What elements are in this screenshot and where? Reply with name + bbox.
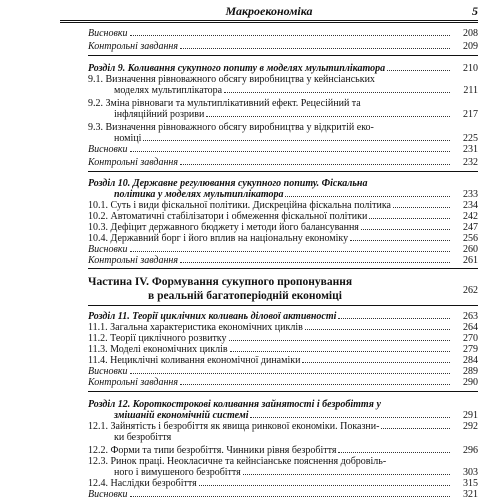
toc-entry-label: 11.1. Загальна характеристика економічних циклів [88,322,303,333]
toc-entry-conclusions[interactable] [88,144,478,155]
toc-entry-page: 210 [463,63,478,74]
section-divider [88,391,478,392]
toc-part-4-page: 262 [463,285,478,296]
toc-entry-11-4[interactable] [88,355,478,366]
toc-entry-page: 260 [463,244,478,255]
leader-dots [180,48,450,49]
leader-dots [305,329,450,330]
toc-entry-label: 11.4. Нециклічні коливання економічної динаміки [88,355,301,366]
toc-entry-11-1[interactable] [88,322,478,333]
header-page-number: 5 [472,4,478,18]
leader-dots [393,207,450,208]
toc-entry-page: 303 [463,467,478,478]
leader-dots [180,384,450,385]
leader-dots [143,140,450,141]
toc-entry-label: 10.4. Державний борг і його вплив на національну економіку [88,233,349,244]
leader-dots [361,229,450,230]
running-header [60,4,478,23]
toc-entry-label: 11.3. Моделі економічних циклів [88,344,228,355]
toc-entry-10-4[interactable] [88,233,478,244]
toc-chapter-12-line1[interactable]: Розділ 12. Короткострокові коливання зайнятості і безробіття у [88,399,381,410]
toc-entry-12-3-line1[interactable]: 12.3. Ринок праці. Неокласичне та кейнсіанське пояснення добровіль- [88,456,387,467]
leader-dots [130,496,450,497]
toc-entry-page: 284 [463,355,478,366]
toc-entry-label: Висновки [88,366,128,377]
toc-entry-page: 279 [463,344,478,355]
toc-entry-label: Розділ 9. Коливання сукупного попиту в моделях мультиплікатора [88,63,386,74]
toc-entry-label: змішаній економічній системі [114,410,249,421]
toc-chapter-10-line1[interactable]: Розділ 10. Державне регулювання сукупного попиту. Фіскальна [88,178,368,189]
toc-entry-label: інфляційний розриви [114,109,205,120]
toc-entry-label: моделях мультиплікатора [114,85,223,96]
toc-entry-conclusions[interactable] [88,366,478,377]
toc-entry-12-4[interactable] [88,478,478,489]
toc-entry-label: Розділ 11. Теорії циклічних коливань ділової активності [88,311,337,322]
toc-entry-page: 256 [463,233,478,244]
toc-entry-9-2[interactable] [114,109,478,120]
leader-dots [224,92,450,93]
leader-dots [230,351,450,352]
toc-entry-9-2-line1[interactable]: 9.2. Зміна рівноваги та мультиплікативний ефект. Рецесійний та [88,98,361,109]
toc-entry-9-3-line1[interactable]: 9.3. Визначення рівноважного обсягу виробництва у відкритій еко- [88,122,374,133]
leader-dots [302,362,450,363]
toc-entry-page: 315 [463,478,478,489]
toc-entry-page: 231 [463,144,478,155]
leader-dots [130,373,450,374]
leader-dots [338,452,450,453]
toc-entry-label: Контрольні завдання [88,41,179,52]
toc-entry-label: Контрольні завдання [88,377,179,388]
toc-entry-page: 263 [463,311,478,322]
toc-entry-page: 289 [463,366,478,377]
toc-entry-label: Висновки [88,144,128,155]
toc-chapter-10[interactable] [114,189,478,200]
toc-entry-page: 321 [463,489,478,500]
leader-dots [130,251,450,252]
toc-entry-page: 296 [463,445,478,456]
leader-dots [206,116,450,117]
leader-dots [381,428,450,429]
leader-dots [229,340,450,341]
toc-entry-12-2[interactable] [88,445,478,456]
toc-entry-page: 208 [463,28,478,39]
toc-entry-12-1[interactable] [88,421,478,432]
toc-entry-page: 290 [463,377,478,388]
toc-entry-page: 264 [463,322,478,333]
toc-entry-page: 232 [463,157,478,168]
leader-dots [250,417,450,418]
section-divider [88,268,478,269]
toc-entry-conclusions[interactable] [88,244,478,255]
leader-dots [285,196,450,197]
toc-entry-control-tasks[interactable] [88,255,478,266]
toc-entry-label: 12.4. Наслідки безробіття [88,478,197,489]
toc-entry-page: 234 [463,200,478,211]
toc-entry-conclusions[interactable] [88,28,478,39]
toc-entry-label: Висновки [88,489,128,500]
toc-entry-label: 10.1. Суть і види фіскальної політики. Дискреційна фіскальна політика [88,200,391,211]
leader-dots [130,35,450,36]
toc-entry-label: 12.2. Форми та типи безробіття. Чинники рівня безробіття [88,445,337,456]
toc-entry-9-1-line1[interactable]: 9.1. Визначення рівноважного обсягу виробництва у кейнсіанських [88,74,375,85]
toc-entry-page: 217 [463,109,478,120]
toc-entry-page: 242 [463,211,478,222]
toc-entry-page: 261 [463,255,478,266]
leader-dots [180,262,450,263]
toc-entry-page: 291 [463,410,478,421]
toc-chapter-11[interactable] [88,311,478,322]
toc-entry-control-tasks[interactable] [88,157,478,168]
toc-entry-label: 10.2. Автоматичні стабілізатори і обмеження фіскальної політики [88,211,368,222]
toc-entry-label: Контрольні завдання [88,255,179,266]
toc-entry-label: номіці [114,133,142,144]
section-divider [88,305,478,306]
toc-part-4-line2[interactable]: в реальній багатоперіодній економіці [148,290,342,302]
toc-entry-10-2[interactable] [88,211,478,222]
leader-dots [243,474,450,475]
leader-dots [369,218,450,219]
leader-dots [338,318,450,319]
toc-entry-label: 11.2. Теорії циклічного розвитку [88,333,227,344]
toc-entry-control-tasks[interactable] [88,377,478,388]
toc-entry-label: Контрольні завдання [88,157,179,168]
section-divider [88,171,478,172]
header-title: Макроекономіка [225,4,313,18]
toc-entry-page: 225 [463,133,478,144]
toc-entry-page: 209 [463,41,478,52]
section-divider [88,55,478,56]
toc-entry-label: політика у моделях мультиплікатора [114,189,284,200]
toc-entry-12-1-line2[interactable]: ки безробіття [114,432,172,443]
toc-entry-label: 12.1. Зайнятість і безробіття як явища ринкової економіки. Показни- [88,421,380,432]
toc-entry-11-2[interactable] [88,333,478,344]
leader-dots [180,164,450,165]
leader-dots [130,151,450,152]
toc-entry-9-1[interactable] [114,85,478,96]
leader-dots [199,485,450,486]
toc-entry-10-1[interactable] [88,200,478,211]
toc-chapter-12[interactable] [114,410,478,421]
toc-entry-label: Висновки [88,28,128,39]
toc-entry-page: 270 [463,333,478,344]
toc-entry-page: 292 [463,421,478,432]
toc-entry-label: ного і вимушеного безробіття [114,467,241,478]
toc-chapter-9[interactable] [88,63,478,74]
toc-entry-12-3[interactable] [114,467,478,478]
toc-entry-page: 233 [463,189,478,200]
leader-dots [350,240,450,241]
toc-entry-11-3[interactable] [88,344,478,355]
toc-part-4-line1[interactable]: Частина IV. Формування сукупного пропонування [88,276,353,288]
leader-dots [387,70,450,71]
toc-entry-10-3[interactable] [88,222,478,233]
toc-entry-label: Висновки [88,244,128,255]
toc-entry-conclusions[interactable] [88,489,478,500]
toc-entry-page: 211 [463,85,478,96]
toc-entry-9-3[interactable] [114,133,478,144]
toc-entry-control-tasks[interactable] [88,41,478,52]
toc-entry-page: 247 [463,222,478,233]
toc-entry-label: 10.3. Дефіцит державного бюджету і методи його балансування [88,222,359,233]
